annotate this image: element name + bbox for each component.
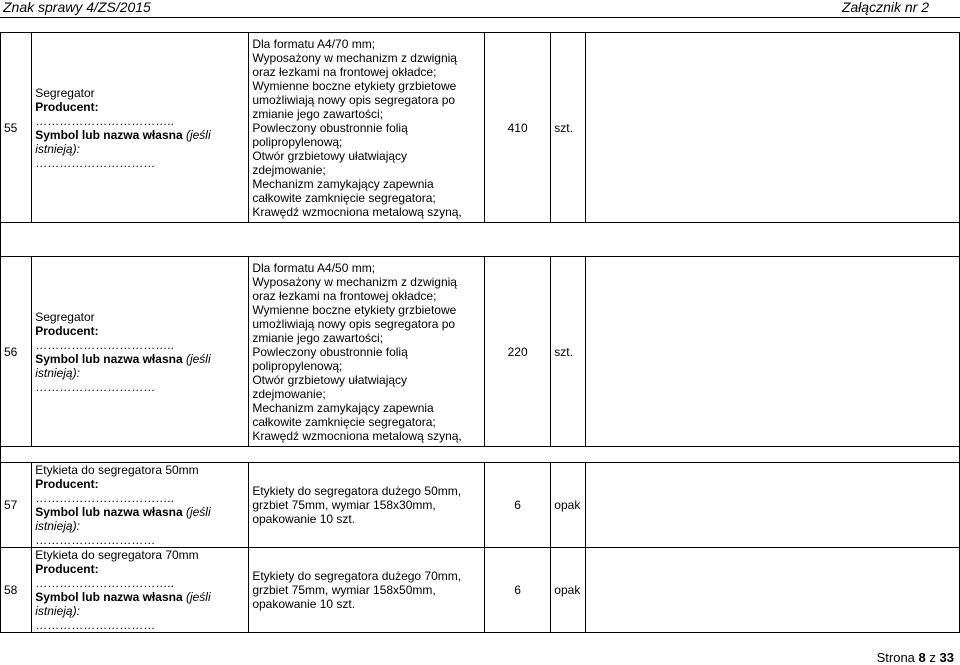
description-line: Krawędź wzmocniona metalową szyną, — [252, 204, 462, 219]
symbol-hint: (jeśli istnieją): — [35, 351, 211, 380]
item-name-cell — [32, 548, 249, 633]
symbol-label: Symbol lub nazwa własna — [35, 505, 183, 519]
table-row — [1, 257, 960, 447]
items-table — [0, 32, 960, 633]
page-of: z — [929, 650, 936, 665]
item-number: 57 — [1, 463, 32, 548]
description-line: opakowanie 10 szt. — [252, 597, 356, 611]
table-row — [1, 548, 960, 633]
item-unit: opak — [551, 463, 586, 548]
description-line: Mechanizm zamykający zapewnia — [252, 176, 434, 191]
description-line: oraz łezkami na frontowej okładce; — [252, 64, 437, 79]
item-name: Etykieta do segregatora 70mm — [35, 548, 199, 562]
item-unit: opak — [551, 548, 586, 633]
description-line: Wyposażony w mechanizm z dzwignią — [252, 50, 457, 65]
producent-label: Producent: — [35, 99, 99, 114]
table-row — [1, 463, 960, 548]
description-line: Krawędź wzmocniona metalową szyną, — [252, 428, 462, 443]
symbol-label: Symbol lub nazwa własna — [35, 127, 183, 142]
description-line: Otwór grzbietowy ułatwiający — [252, 148, 408, 163]
item-description — [249, 33, 485, 223]
description-line: zdejmowanie; — [252, 162, 326, 177]
item-name: Etykieta do segregatora 50mm — [35, 463, 199, 477]
item-description — [249, 463, 485, 548]
symbol-hint: (jeśli istnieją): — [35, 127, 211, 156]
description-line: Wymienne boczne etykiety grzbietowe — [252, 302, 457, 317]
description-line: oraz łezkami na frontowej okładce; — [252, 288, 437, 303]
description-line: zmianie jego zawartości; — [252, 106, 384, 121]
symbol-label: Symbol lub nazwa własna — [35, 590, 183, 604]
page-header — [0, 0, 960, 18]
producent-label: Producent: — [35, 477, 99, 491]
item-number: 56 — [1, 257, 32, 447]
description-line: Mechanizm zamykający zapewnia — [252, 400, 434, 415]
symbol-dots: ………………………… — [35, 618, 156, 632]
item-unit: szt. — [551, 33, 586, 223]
item-quantity: 6 — [485, 463, 551, 548]
description-line: umożliwiają nowy opis segregatora po — [252, 92, 456, 107]
producent-dots: …………………………….. — [35, 491, 174, 505]
description-line: Powleczony obustronnie folią — [252, 344, 408, 359]
description-line: polipropylenową; — [252, 134, 343, 149]
case-number: Znak sprawy 4/ZS/2015 — [3, 0, 151, 15]
item-quantity: 220 — [485, 257, 551, 447]
description-line: zmianie jego zawartości; — [252, 330, 384, 345]
symbol-dots: ………………………… — [35, 533, 156, 547]
item-name-cell — [32, 33, 249, 223]
producent-label: Producent: — [35, 323, 99, 338]
item-name-cell — [32, 257, 249, 447]
description-line: Wymienne boczne etykiety grzbietowe — [252, 78, 457, 93]
description-line: Otwór grzbietowy ułatwiający — [252, 372, 408, 387]
description-line: Wyposażony w mechanizm z dzwignią — [252, 274, 457, 289]
page-footer — [877, 650, 954, 665]
item-description — [249, 257, 485, 447]
symbol-dots: ………………………… — [35, 155, 156, 170]
page-label: Strona — [876, 650, 915, 665]
description-line: umożliwiają nowy opis segregatora po — [252, 316, 456, 331]
description-line: całkowite zamknięcie segregatora; — [252, 414, 436, 429]
description-line: Dla formatu A4/50 mm; — [252, 260, 376, 275]
item-name: Segregator — [35, 309, 95, 324]
producent-dots: …………………………….. — [35, 113, 174, 128]
symbol-label: Symbol lub nazwa własna — [35, 351, 183, 366]
description-line: Etykiety do segregatora dużego 50mm, — [252, 484, 462, 498]
description-line: zdejmowanie; — [252, 386, 326, 401]
description-line: całkowite zamknięcie segregatora; — [252, 190, 436, 205]
producent-dots: …………………………….. — [35, 576, 174, 590]
item-number: 55 — [1, 33, 32, 223]
item-number: 58 — [1, 548, 32, 633]
page-total: 33 — [939, 650, 954, 665]
item-unit: szt. — [551, 257, 586, 447]
description-line: grzbiet 75mm, wymiar 158x50mm, — [252, 583, 436, 597]
symbol-hint: (jeśli istnieją): — [35, 505, 211, 533]
symbol-dots: ………………………… — [35, 379, 156, 394]
page-number: 8 — [918, 650, 926, 665]
item-name-cell — [32, 463, 249, 548]
item-quantity: 6 — [485, 548, 551, 633]
description-line: Powleczony obustronnie folią — [252, 120, 408, 135]
symbol-hint: (jeśli istnieją): — [35, 590, 211, 618]
description-line: Etykiety do segregatora dużego 70mm, — [252, 569, 462, 583]
attachment-label: Załącznik nr 2 — [841, 0, 929, 15]
item-description — [249, 548, 485, 633]
producent-label: Producent: — [35, 562, 99, 576]
table-row — [1, 33, 960, 223]
description-line: opakowanie 10 szt. — [252, 512, 356, 526]
description-line: grzbiet 75mm, wymiar 158x30mm, — [252, 498, 436, 512]
item-quantity: 410 — [485, 33, 551, 223]
description-line: Dla formatu A4/70 mm; — [252, 36, 376, 51]
description-line: polipropylenową; — [252, 358, 343, 373]
producent-dots: …………………………….. — [35, 337, 174, 352]
item-name: Segregator — [35, 85, 95, 100]
